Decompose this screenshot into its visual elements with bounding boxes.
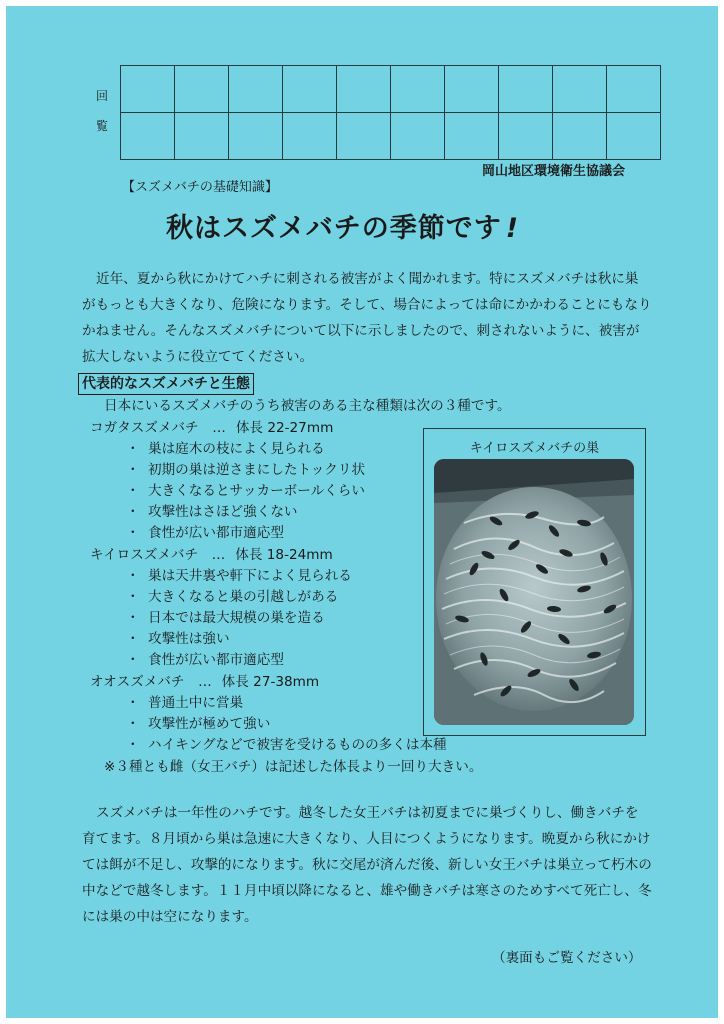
trait-list-oo: [126, 693, 447, 756]
size-note: ※３種とも雌（女王バチ）は記述した体長より一回り大きい。: [104, 759, 483, 775]
title-exclamation: !: [505, 213, 520, 244]
species-size: 体長 27-38mm: [221, 674, 320, 690]
hornet-nest-photo: [434, 459, 634, 725]
stamp-cell: [499, 66, 553, 113]
species-size: 体長 22-27mm: [235, 420, 334, 436]
stamp-cell: [229, 113, 283, 160]
kairan-label-1: 回: [96, 89, 109, 103]
stamp-cell: [445, 113, 499, 160]
stamp-cell: [553, 66, 607, 113]
nest-photo-box: [423, 428, 646, 736]
ecology-paragraph: スズメバチは一年性のハチです。越冬した女王バチは初夏までに巣づくりし、働きバチを育てます。８月頃から巣は急速に大きくなり、人目につくようになります。晩夏から秋にかけては餌が不足し、攻撃的になります。秋に交尾が済んだ後、新しい女王バチは巣立って朽木の中などで越冬します。１１月中頃以降になると、雄や働きバチは寒さのためすべて死亡し、冬には巣の中は空になります。: [82, 805, 652, 925]
stamp-cell: [121, 66, 175, 113]
title-text: 秋はスズメバチの季節です: [166, 213, 502, 244]
trait-item: ・ 初期の巣は逆さまにしたトックリ状: [126, 462, 366, 478]
trait-list-kiiro: [126, 566, 352, 671]
section-heading: 代表的なスズメバチと生態: [78, 373, 254, 395]
stamp-cell: [229, 66, 283, 113]
stamp-cell: [283, 66, 337, 113]
stamp-cell: [337, 113, 391, 160]
trait-item: ・ 巣は天井裏や軒下によく見られる: [126, 568, 352, 584]
trait-item: ・ 日本では最大規模の巣を造る: [126, 610, 325, 626]
trait-list-kogata: [126, 439, 365, 544]
stamp-cell: [337, 66, 391, 113]
trait-item: ・ 食性が広い都市適応型: [126, 652, 284, 668]
stamp-cell: [553, 113, 607, 160]
kairan-label-2: 覧: [96, 119, 109, 133]
trait-item: ・ 巣は庭木の枝によく見られる: [126, 441, 325, 457]
trait-item: ・ ハイキングなどで被害を受けるものの多くは本種: [126, 737, 447, 753]
trait-item: ・ 攻撃性は強い: [126, 631, 230, 647]
stamp-cell: [283, 113, 337, 160]
trait-item: ・ 食性が広い都市適応型: [126, 525, 284, 541]
page-title: [166, 206, 519, 245]
species-name: コガタスズメバチ …: [90, 420, 226, 436]
trait-item: ・ 大きくなると巣の引越しがある: [126, 589, 339, 605]
organization-name: 岡山地区環境衛生協議会: [482, 164, 626, 179]
stamp-cell: [121, 113, 175, 160]
trait-item: ・ 攻撃性が極めて強い: [126, 716, 271, 732]
stamp-cell: [607, 113, 661, 160]
stamp-cell: [175, 113, 229, 160]
nest-image: [434, 459, 634, 725]
stamp-cell: [499, 113, 553, 160]
stamp-cell: [175, 66, 229, 113]
stamp-cell: [445, 66, 499, 113]
see-back-note: （裏面もご覧ください）: [492, 950, 642, 966]
stamp-cell: [391, 66, 445, 113]
species-kiiro: [90, 544, 333, 566]
intro-paragraph: 近年、夏から秋にかけてハチに刺される被害がよく聞かれます。特にスズメバチは秋に巣がもっとも大きくなり、危険になります。そして、場合によっては命にかかわることにもなりかねません。そんなスズメバチについて以下に示しましたので、刺されないように、被害が拡大しないように役立ててください。: [82, 271, 652, 365]
trait-item: ・ 攻撃性はさほど強くない: [126, 504, 298, 520]
page: [6, 6, 718, 1018]
stamp-cell: [391, 113, 445, 160]
photo-caption: キイロスズメバチの巣: [469, 441, 600, 456]
trait-item: ・ 普通土中に営巣: [126, 695, 244, 711]
circulation-stamp-grid: [120, 65, 661, 160]
species-name: キイロスズメバチ …: [90, 547, 226, 563]
trait-item: ・ 大きくなるとサッカーボールくらい: [126, 483, 365, 499]
section-lead: 日本にいるスズメバチのうち被害のある主な種類は次の３種です。: [104, 398, 511, 414]
species-size: 体長 18-24mm: [235, 547, 333, 563]
series-label: 【スズメバチの基礎知識】: [122, 180, 278, 195]
species-kogata: [90, 417, 333, 439]
species-oo: [90, 671, 319, 693]
stamp-cell: [607, 66, 661, 113]
species-name: オオスズメバチ …: [90, 674, 212, 690]
